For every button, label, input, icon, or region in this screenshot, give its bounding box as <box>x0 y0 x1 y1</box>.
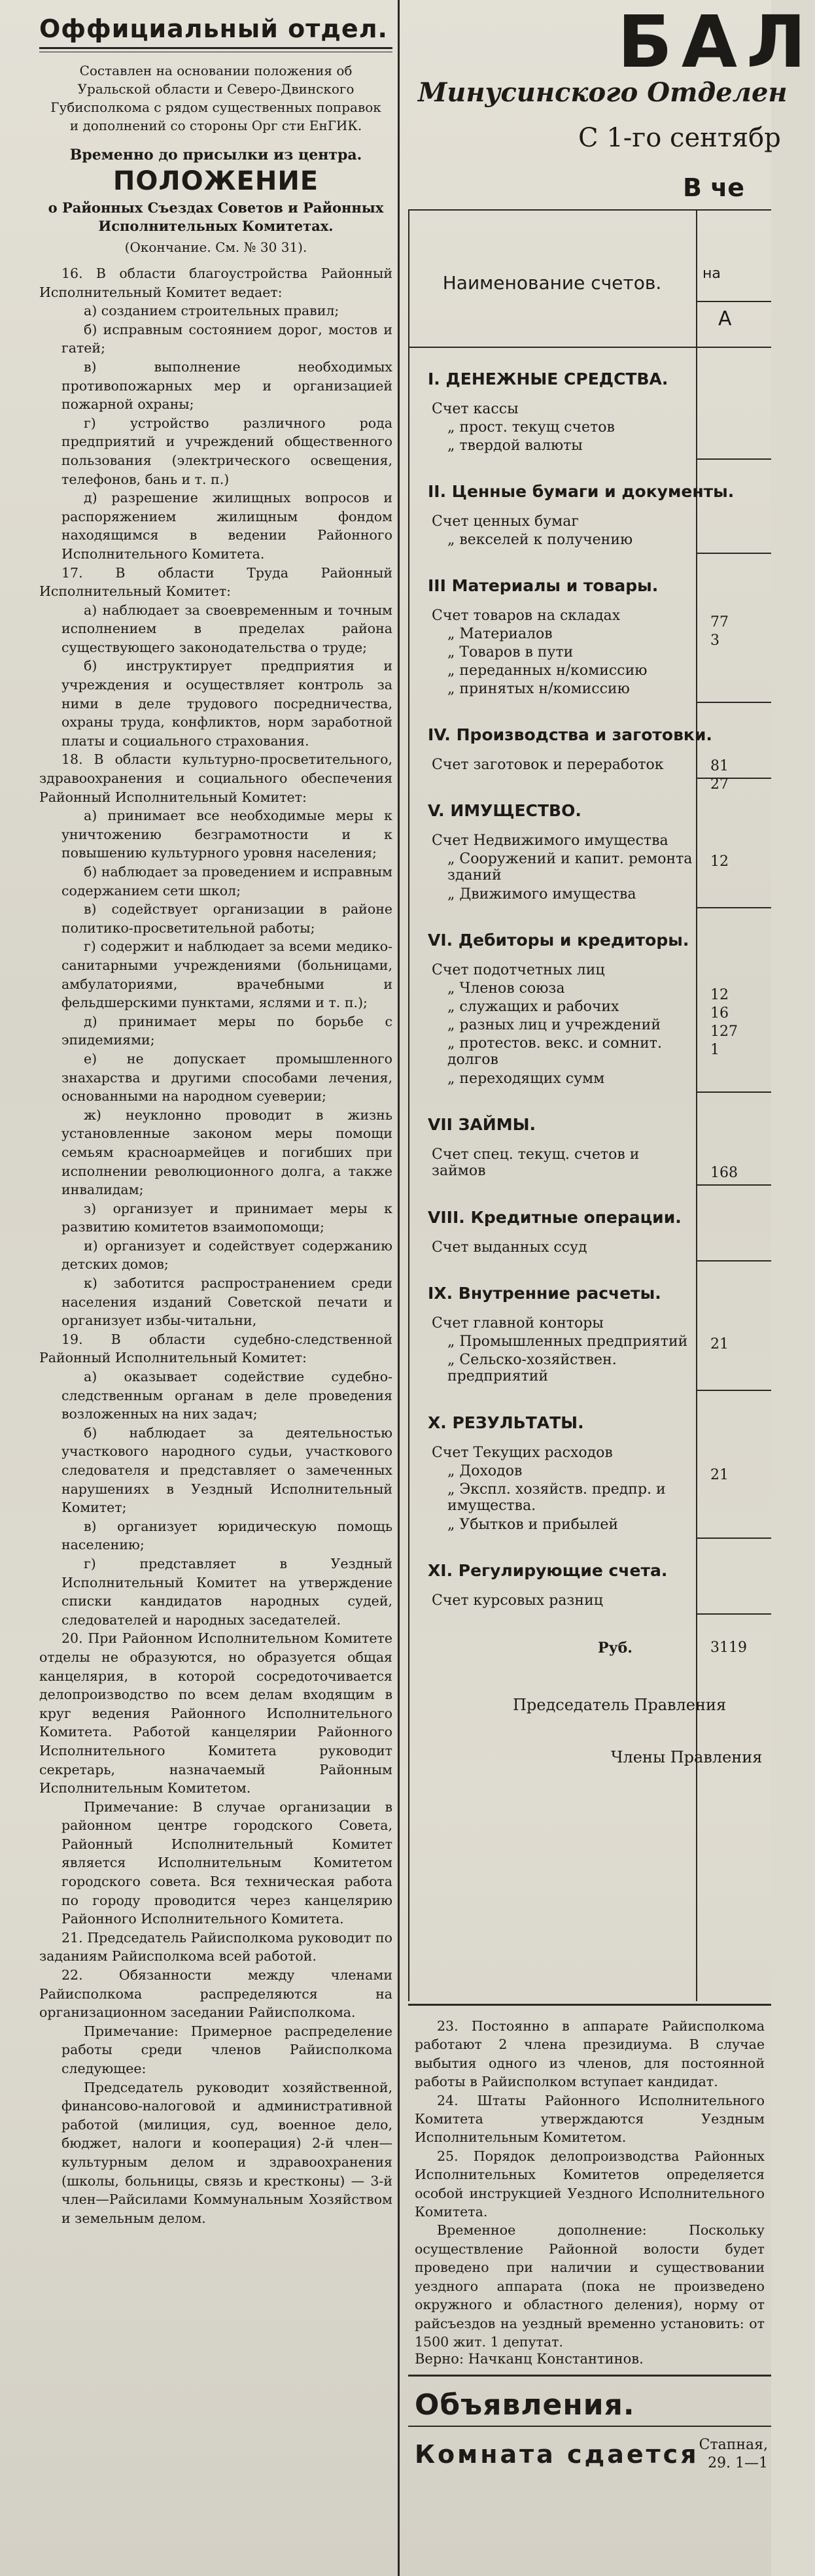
paragraph: б) исправным состоянием дорог, мостов и гатей; <box>61 321 392 356</box>
paragraph: б) наблюдает за деятельностью участкового народного судьи, участкового следователя и представляет о замеченных нарушениях в Уездный Исполнительный Комитет; <box>61 1424 392 1516</box>
subtotal-rule <box>696 553 771 554</box>
paragraph: г) представляет в Уездный Исполнительный Комитет на утверждение списки кандидатов народных судей, следователей и народных заседателей. <box>61 1555 392 1628</box>
continuation-note: (Окончание. См. № 30 31). <box>124 239 307 255</box>
paragraph: з) организует и принимает меры к развитию комитетов взаимопомощи; <box>61 1200 392 1235</box>
table-col-rule <box>696 209 697 2001</box>
official-section-column <box>39 0 392 2576</box>
column-divider <box>398 0 400 2576</box>
paragraph: 17. В области Труда Районный Исполнительный Комитет: <box>39 564 392 600</box>
table-subheader-rule <box>696 301 771 302</box>
subtotal-rule <box>696 1537 771 1539</box>
account-row: „ Убытков и прибылей <box>447 1517 619 1533</box>
ads-header: Объявления. <box>415 2388 635 2422</box>
bottom-section-rule <box>408 2004 771 2006</box>
subtotal-rule <box>696 907 771 908</box>
account-row: Счет выданных ссуд <box>432 1239 587 1256</box>
paragraph: к) заботится распространением среди населения изданий Советской печати и организует избы-читальни, <box>61 1275 392 1329</box>
paragraph: а) созданием строительных правил; <box>84 303 339 319</box>
subtotal-rule <box>696 778 771 779</box>
balance-table <box>408 209 771 2001</box>
masthead-subtitle: Минусинского Отделен <box>418 77 788 108</box>
subtotal-rule <box>696 458 771 460</box>
subtotal-rule <box>696 1260 771 1262</box>
amount-value: 1 <box>710 1042 720 1058</box>
received-note: Временно до присылки из центра. <box>69 146 362 163</box>
paragraph: в) содействует организации в районе политико-просветительной работы; <box>61 901 392 936</box>
paragraph: 21. Председатель Райисполкома руководит по заданиям Райисполкома всей работой. <box>39 1929 392 1965</box>
section-title: X. РЕЗУЛЬТАТЫ. <box>428 1413 584 1432</box>
amount-value: 21 <box>710 1336 729 1352</box>
document-title: ПОЛОЖЕНИЕ <box>113 166 319 196</box>
table-header-rule <box>408 347 771 348</box>
account-row: Счет Недвижимого имущества <box>432 833 668 849</box>
paragraph: е) не допускает промышленного знахарства и другими способами лечения, основанными на народном суеверии; <box>61 1050 392 1105</box>
document-continuation <box>408 2017 771 2576</box>
account-row: Счет заготовок и переработок <box>432 757 664 773</box>
section-header: Оффициальный отдел. <box>39 14 388 43</box>
amount-value: 27 <box>710 776 729 793</box>
section-title: XI. Регулирующие счета. <box>428 1561 668 1580</box>
paragraph: Примечание: В случае организации в районном центре городского Совета, Районный Исполнительный Комитет является Исполнительным Комитетом городского совета. Вся техническая работа по городу проводится через канцелярию Районного Исполнительного Комитета. <box>61 1798 392 1927</box>
account-row: „ Членов союза <box>447 980 565 997</box>
account-row: „ служащих и рабочих <box>447 999 619 1015</box>
paragraph: в) выполнение необходимых противопожарных мер и организацией пожарной охраны; <box>61 358 392 413</box>
paragraph: Председатель руководит хозяйственной, финансово-налоговой и административной работой (милиция, суд, военное дело, бюджет, налоги и кооперация) 2-й член—культурным делом и здравоохранения (школы, больницы, связь и крестконы) — 3-й член—Райсилами Коммунальным Хозяйством и земельным делом. <box>61 2079 392 2226</box>
masthead-unit: В че <box>683 173 745 202</box>
amount-value: 168 <box>710 1165 738 1181</box>
intro-note: Составлен на основании положения об Уральской области и Северо-Двинского Губисполкома с рядом существенных поправок и дополнений со стороны Орг сти ЕнГИК. <box>50 63 381 133</box>
account-row: „ Товаров в пути <box>447 644 574 661</box>
section-title: V. ИМУЩЕСТВО. <box>428 801 581 820</box>
account-row: „ векселей к получению <box>447 532 633 548</box>
section-title: I. ДЕНЕЖНЫЕ СРЕДСТВА. <box>428 369 668 388</box>
document-subtitle: о Районных Съездах Советов и Районных Исполнительных Комитетах. <box>48 199 384 234</box>
paragraph: а) наблюдает за своевременным и точным исполнением в пределах района существующего законодательства о труде; <box>61 602 392 655</box>
account-row: „ Движимого имущества <box>447 886 636 902</box>
amount-value: 12 <box>710 853 729 870</box>
total-label: Руб. <box>598 1640 633 1657</box>
amount-value: 16 <box>710 1005 729 1022</box>
account-row: Счет курсовых разниц <box>432 1592 603 1609</box>
account-row: „ протестов. векс. и сомнит. долгов <box>447 1035 662 1068</box>
account-row: „ принятых н/комиссию <box>447 681 630 697</box>
balance-masthead: БАЛ <box>617 0 815 84</box>
account-row: Счет спец. текущ. счетов и займов <box>432 1146 640 1179</box>
continuation-body <box>408 2017 771 2351</box>
paragraph: б) инструктирует предприятия и учреждения и осуществляет контроль за ними в деле трудового посредничества, охраны труда, конфликтов, норм заработной платы и социального страхования. <box>61 658 392 749</box>
account-row: Счет Текущих расходов <box>432 1445 613 1461</box>
chairman-signature: Председатель Правления <box>513 1696 727 1714</box>
section-title: III Материалы и товары. <box>428 576 659 595</box>
account-row: „ прост. текущ счетов <box>447 419 615 436</box>
paragraph: 16. В области благоустройства Районный Исполнительный Комитет ведает: <box>39 266 392 300</box>
section-title: IX. Внутренние расчеты. <box>428 1284 661 1303</box>
table-top-rule <box>408 209 771 211</box>
total-value: 3119 <box>710 1640 747 1656</box>
ad-room-for-rent: Комната сдается <box>415 2440 699 2469</box>
double-rule <box>39 47 392 52</box>
paragraph: д) принимает меры по борьбе с эпидемиями; <box>61 1013 392 1048</box>
account-row: „ Промышленных предприятий <box>447 1333 688 1350</box>
paragraph: 25. Порядок делопроизводства Районных Исполнительных Комитетов определяется особой инструкцией Уездного Исполнительного Комитета. <box>415 2148 765 2220</box>
section-title: II. Ценные бумаги и документы. <box>428 482 735 501</box>
paragraph: г) содержит и наблюдает за всеми медико-санитарными учреждениями (больницами, амбулаториями, врачебными и фельдшерскими пунктами, яслями и т. п.); <box>61 938 392 1011</box>
paragraph: г) устройство различного рода предприятий и учреждений общественного пользования (электрического освещения, телефонов, бань и т. п.) <box>61 415 392 487</box>
table-header-col3: А <box>718 307 732 330</box>
paragraph: 22. Обязанности между членами Райисполкома распределяются на организационном заседании Райисполкома. <box>39 1967 392 2021</box>
ad-address: Стапная, 29. 1—1 <box>699 2437 769 2472</box>
paragraph: 20. При Районном Исполнительном Комитете отделы не образуются, но образуется общая канцелярия, в которой сосредоточивается делопроизводство по всем делам входящим в круг ведения Районного Исполнительного Комитета. Работой канцелярии Районного Исполнительного Комитета руководит секретарь, назначаемый Районным Исполнительным Комитетом. <box>39 1630 392 1796</box>
paragraph: Примечание: Примерное распределение работы среди членов Райисполкома следующее: <box>61 2023 392 2076</box>
paragraph: 24. Штаты Районного Исполнительного Комитета утверждаются Уездным Исполнительным Комитетом. <box>415 2092 765 2146</box>
paragraph: а) принимает все необходимые меры к уничтожению безграмотности и к повышению культурного уровня населения; <box>61 808 392 861</box>
ads-rule <box>408 2375 771 2377</box>
paragraph: а) оказывает содействие судебно-следственным органам в деле проведения возложенных на них задач; <box>61 1369 392 1422</box>
account-row: Счет главной конторы <box>432 1315 604 1331</box>
subtotal-rule <box>696 1390 771 1391</box>
amount-value: 81 <box>710 758 729 774</box>
paragraph: б) наблюдает за проведением и исправным содержанием сети школ; <box>61 864 392 899</box>
amount-value: 127 <box>710 1023 738 1040</box>
members-signature: Члены Правления <box>611 1748 763 1766</box>
account-row: „ Экспл. хозяйств. предпр. и имущества. <box>447 1481 666 1514</box>
paragraph: 23. Постоянно в аппарате Райисполкома работают 2 члена президиума. В случае выбытия одного из членов, для постоянной работы в Райисполком вступает кандидат. <box>415 2018 765 2090</box>
subtotal-rule <box>696 1613 771 1615</box>
amount-value: 77 <box>710 614 729 630</box>
account-row: „ твердой валюты <box>447 438 583 454</box>
account-row: Счет подотчетных лиц <box>432 962 605 978</box>
table-header-col2: на <box>702 266 721 282</box>
section-title: VI. Дебиторы и кредиторы. <box>428 931 689 950</box>
paragraph: 19. В области судебно-следственной Районный Исполнительный Комитет: <box>39 1331 392 1366</box>
subtotal-rule <box>696 1091 771 1093</box>
amount-value: 21 <box>710 1467 729 1483</box>
account-row: „ переданных н/комиссию <box>447 662 648 679</box>
document-body <box>39 264 392 2227</box>
account-row: „ разных лиц и учреждений <box>447 1017 661 1033</box>
section-title: VIII. Кредитные операции. <box>428 1208 682 1227</box>
account-row: „ Сооружений и капит. ремонта зданий <box>447 851 693 884</box>
account-row: „ Доходов <box>447 1463 523 1479</box>
amount-value: 12 <box>710 987 729 1003</box>
subtotal-rule <box>696 702 771 703</box>
paragraph: в) организует юридическую помощь населению; <box>61 1518 392 1553</box>
paragraph: 18. В области культурно-просветительного, здравоохранения и социального обеспечения Районный Исполнительный Комитет: <box>39 751 392 805</box>
signature-line: Верно: Начканц Константинов. <box>415 2351 644 2367</box>
account-row: „ Материалов <box>447 626 553 642</box>
paragraph: д) разрешение жилищных вопросов и распоряжением жилищным фондом находящимся в ведении Районного Исполнительного Комитета. <box>61 490 392 562</box>
masthead-date: С 1-го сентябр <box>578 123 781 153</box>
table-header: Наименование счетов. <box>442 272 662 294</box>
paragraph: и) организует и содействует содержанию детских домов; <box>61 1237 392 1273</box>
table-left-rule <box>408 209 409 2001</box>
paragraph: ж) неуклонно проводит в жизнь установленные законом меры помощи семьям красноармейцев и погибших при исполнении революционного долга, а также инвалидам; <box>61 1107 392 1198</box>
account-row: Счет товаров на складах <box>432 608 621 624</box>
account-row: „ Сельско-хозяйствен. предприятий <box>447 1352 617 1384</box>
account-row: Счет ценных бумаг <box>432 513 579 530</box>
account-row: Счет кассы <box>432 401 519 417</box>
subtotal-rule <box>696 1184 771 1186</box>
amount-value: 3 <box>710 632 720 649</box>
section-title: VII ЗАЙМЫ. <box>428 1115 536 1134</box>
account-row: „ переходящих сумм <box>447 1071 605 1087</box>
section-title: IV. Производства и заготовки. <box>428 725 712 744</box>
paragraph: Временное дополнение: Поскольку осуществление Районной волости будет проведено при наличии и существовании уездного аппарата (пока не произведено окружного и областного деления), норму от райсъездов на уездный временно установить: от 1500 жит. 1 депутат. <box>415 2222 765 2350</box>
